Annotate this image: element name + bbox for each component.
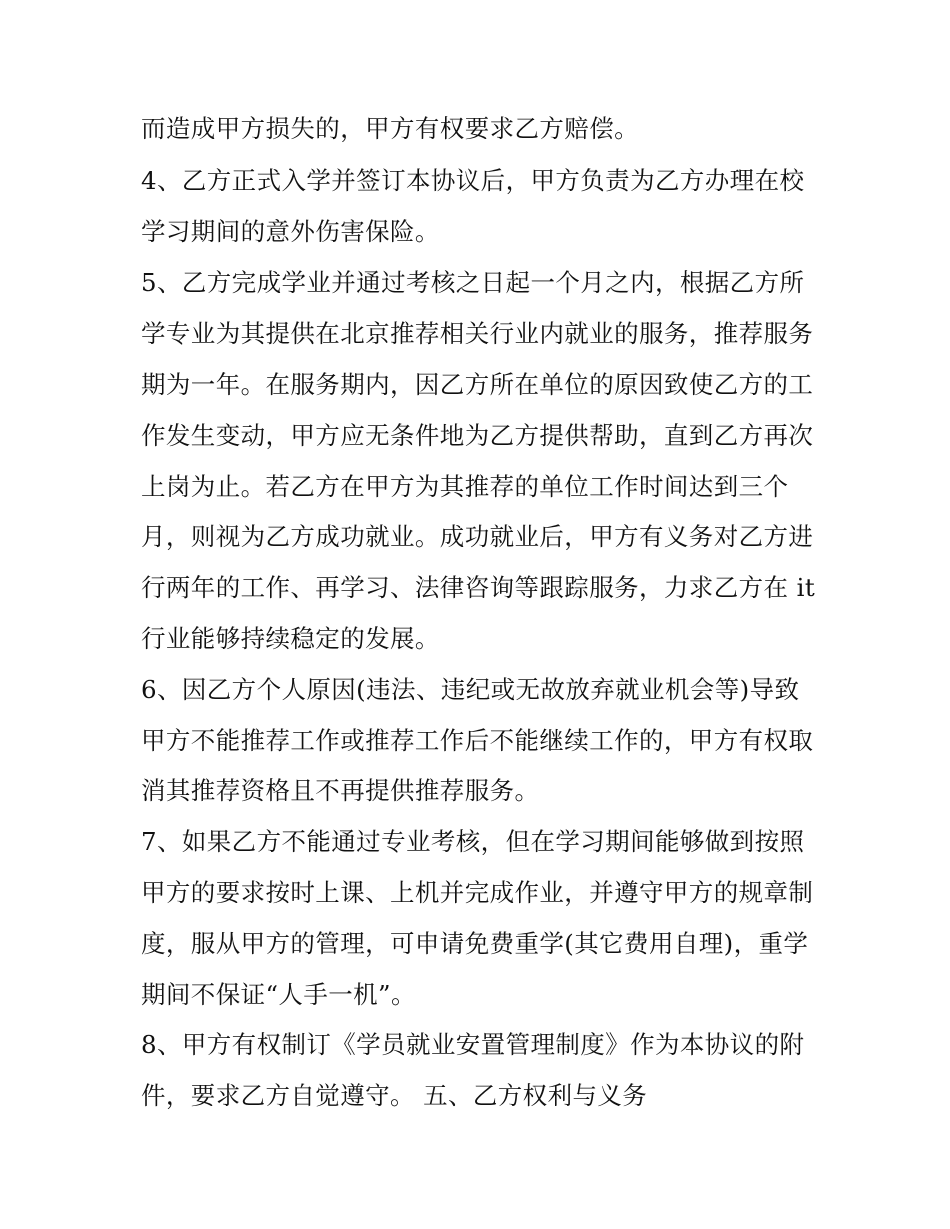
text-line: 期间不保证“人手一机”。: [141, 980, 416, 1009]
text-line: 7、如果乙方不能通过专业考核，但在学习期间能够做到按照: [141, 827, 805, 856]
text-line: 学习期间的意外伤害保险。: [141, 217, 440, 246]
text-line: 度，服从甲方的管理，可申请免费重学(其它费用自理)，重学: [141, 929, 809, 958]
text-line: 件，要求乙方自觉遵守。 五、乙方权利与义务: [141, 1081, 648, 1110]
text-line: 学专业为其提供在北京推荐相关行业内就业的服务，推荐服务: [141, 319, 814, 348]
text-line: 上岗为止。若乙方在甲方为其推荐的单位工作时间达到三个: [141, 472, 789, 501]
text-line: 5、乙方完成学业并通过考核之日起一个月之内，根据乙方所: [141, 268, 805, 297]
text-line: 作发生变动，甲方应无条件地为乙方提供帮助，直到乙方再次: [141, 421, 814, 450]
text-line: 而造成甲方损失的，甲方有权要求乙方赔偿。: [141, 114, 639, 143]
text-line: 期为一年。在服务期内，因乙方所在单位的原因致使乙方的工: [141, 370, 814, 399]
text-line: 消其推荐资格且不再提供推荐服务。: [141, 776, 540, 805]
text-line: 行业能够持续稳定的发展。: [141, 624, 440, 653]
text-line: 月，则视为乙方成功就业。成功就业后，甲方有义务对乙方进: [141, 522, 814, 551]
text-line: 行两年的工作、再学习、法律咨询等跟踪服务，力求乙方在 it: [141, 573, 816, 602]
text-line: 4、乙方正式入学并签订本协议后，甲方负责为乙方办理在校: [141, 166, 805, 195]
text-line: 8、甲方有权制订《学员就业安置管理制度》作为本协议的附: [141, 1030, 805, 1059]
text-line: 甲方的要求按时上课、上机并完成作业，并遵守甲方的规章制: [141, 878, 814, 907]
text-line: 6、因乙方个人原因(违法、违纪或无故放弃就业机会等)导致: [141, 675, 800, 704]
text-line: 甲方不能推荐工作或推荐工作后不能继续工作的，甲方有权取: [141, 726, 814, 755]
